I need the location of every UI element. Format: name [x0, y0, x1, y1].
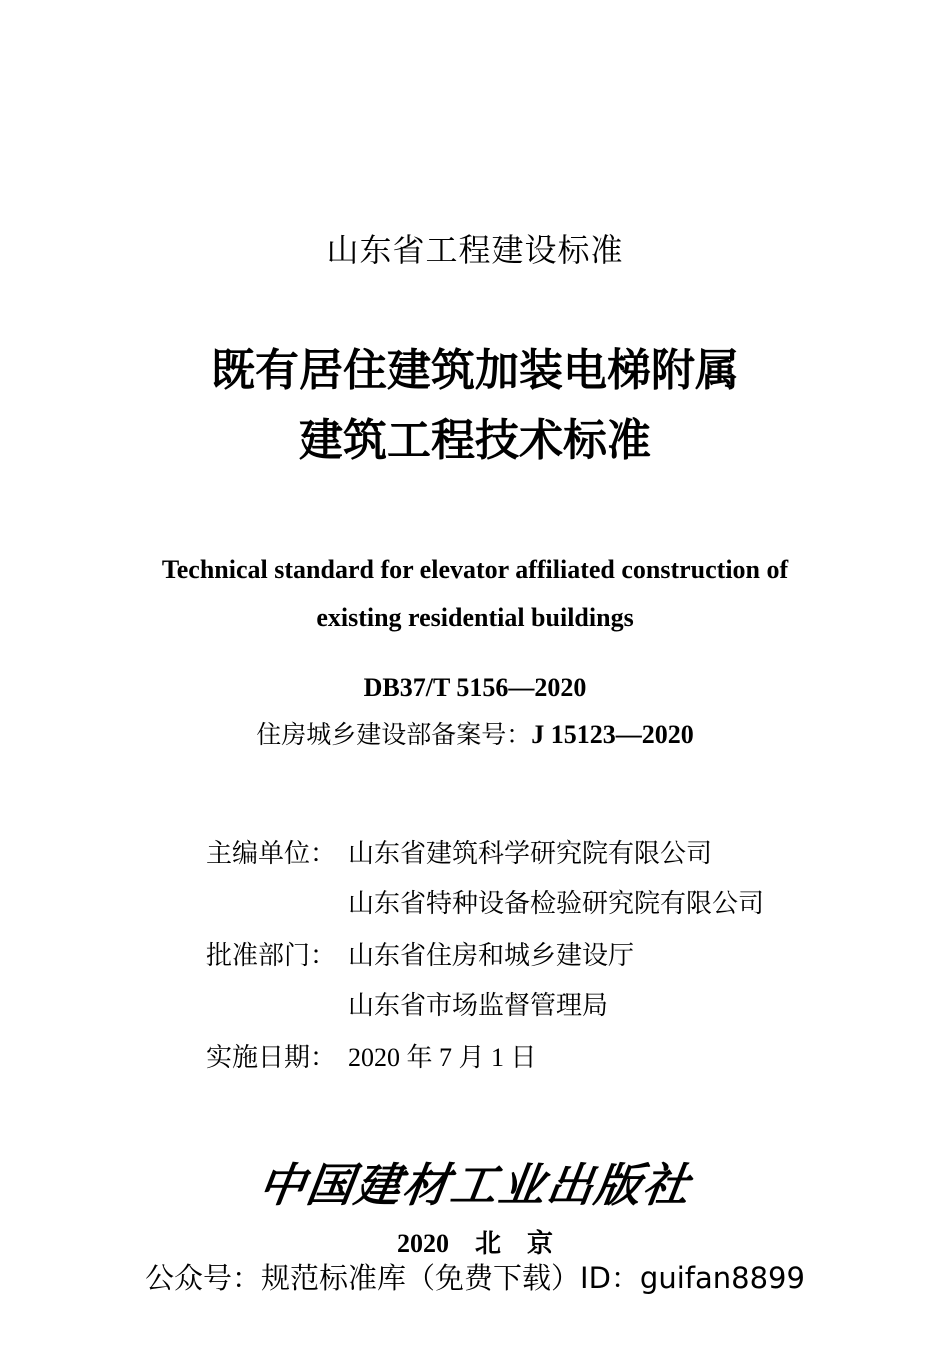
- editor-value-1: 山东省建筑科学研究院有限公司: [348, 839, 713, 869]
- publication-year-place: 2020 北 京: [396, 1229, 553, 1258]
- title-en-line-2: existing residential buildings: [316, 603, 634, 632]
- publisher-logotype: 中国建材工业出版社: [255, 1158, 695, 1212]
- title-cn-line-2: 建筑工程技术标准: [299, 415, 651, 466]
- date-value: 2020 年 7 月 1 日: [348, 1043, 537, 1072]
- editor-row-2: [348, 886, 764, 922]
- date-label: 实施日期：: [206, 1043, 337, 1073]
- editor-label: 主编单位：: [206, 839, 337, 869]
- approver-row-2: [348, 988, 608, 1024]
- title-cn-line-1: 既有居住建筑加装电梯附属: [211, 345, 739, 396]
- editor-value-2: 山东省特种设备检验研究院有限公司: [348, 889, 765, 919]
- approver-row-1: [206, 938, 634, 974]
- standard-category: 山东省工程建设标准: [326, 231, 624, 269]
- record-number: J 15123—2020: [531, 720, 694, 749]
- record-label: 住房城乡建设部备案号：: [256, 720, 532, 749]
- approver-label: 批准部门：: [206, 941, 337, 971]
- editor-row-1: [206, 836, 712, 872]
- watermark-text: 公众号：规范标准库（免费下载）ID：guifan8899: [145, 1261, 805, 1295]
- record-number-line: [0, 717, 950, 753]
- approver-value-1: 山东省住房和城乡建设厅: [348, 941, 635, 971]
- standard-code: DB37/T 5156—2020: [363, 673, 587, 702]
- title-en-line-1: Technical standard for elevator affiliated construction of: [161, 555, 789, 584]
- approver-value-2: 山东省市场监督管理局: [348, 991, 609, 1021]
- date-row: [206, 1040, 537, 1076]
